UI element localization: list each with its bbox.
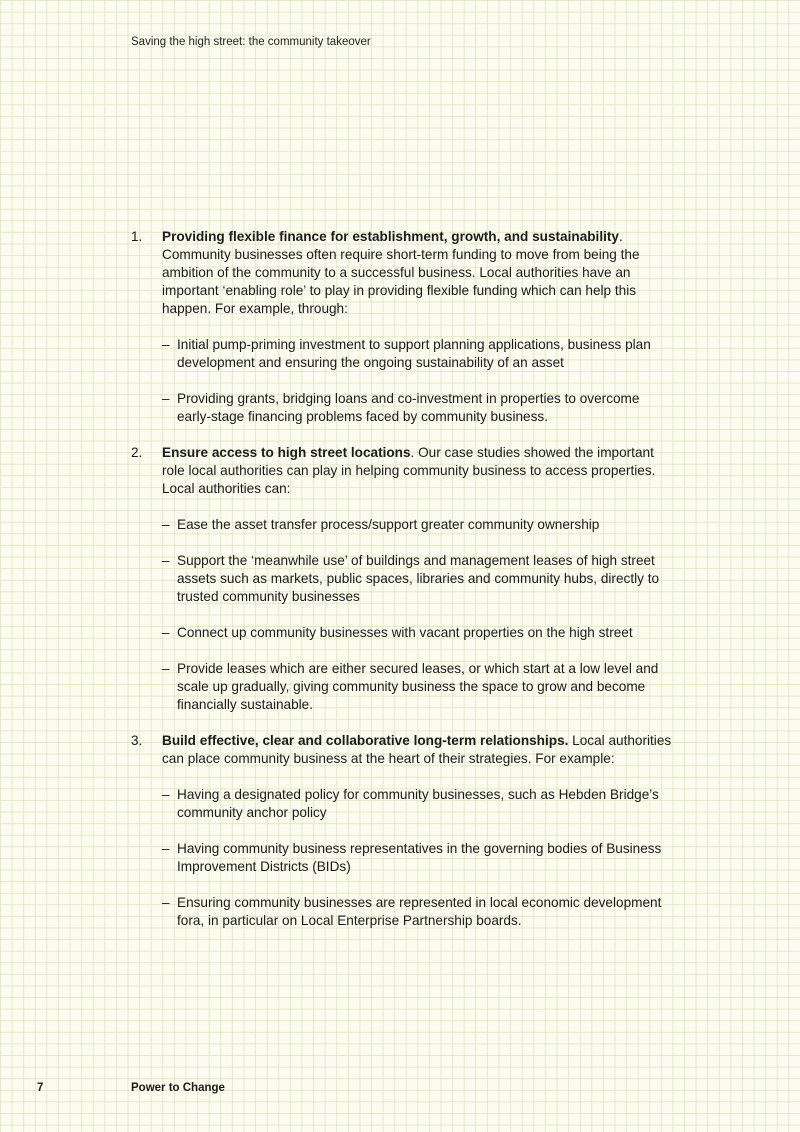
item-paragraph xyxy=(162,444,676,498)
item-body xyxy=(162,444,676,714)
item-paragraph xyxy=(162,228,676,318)
sub-item-text: Providing grants, bridging loans and co-investment in properties to overcome early-stage financing problems faced by community business. xyxy=(177,391,640,424)
list-item-2 xyxy=(131,444,676,714)
page-number: 7 xyxy=(37,1082,44,1094)
sub-item xyxy=(162,894,676,930)
list-item-3 xyxy=(131,732,676,930)
item-number: 2. xyxy=(131,445,143,460)
item-number: 3. xyxy=(131,733,143,748)
dash-bullet: – xyxy=(162,841,170,856)
item-paragraph xyxy=(162,732,676,768)
dash-bullet: – xyxy=(162,787,170,802)
sub-item xyxy=(162,516,676,534)
dash-bullet: – xyxy=(162,517,170,532)
sub-item-text: Initial pump-priming investment to support planning applications, business plan development and ensuring the ongoing sustainability of an asset xyxy=(177,337,651,370)
dash-bullet: – xyxy=(162,895,170,910)
sub-item-text: Having community business representatives in the governing bodies of Business Improvement Districts (BIDs) xyxy=(177,841,662,874)
dash-bullet: – xyxy=(162,391,170,406)
sub-item xyxy=(162,336,676,372)
footer-brand: Power to Change xyxy=(131,1082,225,1094)
sub-item xyxy=(162,390,676,426)
running-header: Saving the high street: the community takeover xyxy=(131,36,371,48)
item-lead: Ensure access to high street locations xyxy=(162,445,411,460)
main-content xyxy=(131,228,676,948)
item-lead: Build effective, clear and collaborative long-term relationships. xyxy=(162,733,569,748)
item-body xyxy=(162,732,676,930)
sub-item xyxy=(162,786,676,822)
dash-bullet: – xyxy=(162,553,170,568)
item-number: 1. xyxy=(131,229,143,244)
sub-item xyxy=(162,660,676,714)
item-body xyxy=(162,228,676,426)
sub-item xyxy=(162,840,676,876)
list-item-1 xyxy=(131,228,676,426)
sub-item xyxy=(162,552,676,606)
sub-item-text: Connect up community businesses with vacant properties on the high street xyxy=(177,625,633,640)
item-text: Local authorities can place community business at the heart of their strategies. For example: xyxy=(162,733,672,766)
sub-item-text: Provide leases which are either secured leases, or which start at a low level and scale up gradually, giving community business the space to grow and become financially sustainable. xyxy=(177,661,659,712)
item-text: . Community businesses often require short-term funding to move from being the ambition of the community to a successful business. Local authorities have an important ‘enabling role’ to play in providing flexible funding which can help this happen. For example, through: xyxy=(162,229,640,316)
sub-item-text: Ensuring community businesses are represented in local economic development fora, in particular on Local Enterprise Partnership boards. xyxy=(177,895,662,928)
item-lead: Providing flexible finance for establishment, growth, and sustainability xyxy=(162,229,619,244)
dash-bullet: – xyxy=(162,661,170,676)
sub-item-text: Having a designated policy for community businesses, such as Hebden Bridge’s community anchor policy xyxy=(177,787,659,820)
sub-item-text: Support the ‘meanwhile use’ of buildings and management leases of high street assets such as markets, public spaces, libraries and community hubs, directly to trusted community businesses xyxy=(177,553,660,604)
dash-bullet: – xyxy=(162,625,170,640)
item-text: . Our case studies showed the important role local authorities can play in helping community business to access properties. Local authorities can: xyxy=(162,445,656,496)
sub-item-text: Ease the asset transfer process/support greater community ownership xyxy=(177,517,600,532)
dash-bullet: – xyxy=(162,337,170,352)
sub-item xyxy=(162,624,676,642)
